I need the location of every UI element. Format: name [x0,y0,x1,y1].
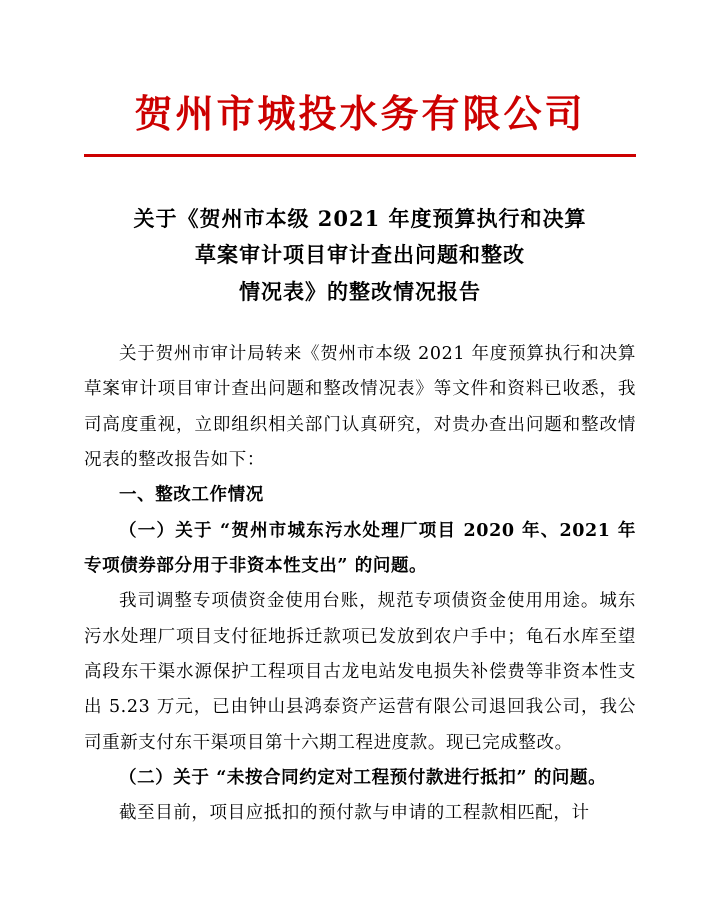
page-title-line-3: 情况表》的整改情况报告 [239,279,481,305]
page-title-line-2: 草案审计项目审计查出问题和整改 [195,242,525,268]
page-title [84,201,636,311]
letterhead-divider [84,154,636,157]
subsection-heading-two: （二）关于 “未按合同约定对工程预付款进行抵扣” 的问题。 [119,768,607,789]
document-body [84,0,636,917]
section-heading-one: 一、整改工作情况 [119,485,264,506]
letterhead [84,92,636,157]
paragraph-response-one: 我司调整专项债资金使用台账，规范专项债资金使用用途。城东污水处理厂项目支付征地拆迁款项已发放到农户手中；龟石水库至望高段东干渠水源保护工程项目古龙电站发电损失补偿费等非资本性支出 5.23 万元，已由钟山县鸿泰资产运营有限公司退回我公司，我公司重新支付东干渠项目第十六期工程进度款。现已完成整改。 [84,591,636,753]
page-title-line-1: 关于《贺州市本级 2021 年度预算执行和决算 [133,205,587,231]
subsection-heading-one: （一）关于 “贺州市城东污水处理厂项目 2020 年、2021 年专项债券部分用于非资本性支出” 的问题。 [84,520,636,576]
paragraph-intro: 关于贺州市审计局转来《贺州市本级 2021 年度预算执行和决算草案审计项目审计查出问题和整改情况表》等文件和资料已收悉，我司高度重视，立即组织相关部门认真研究，对贵办查出问题和整改情况表的整改报告如下： [84,343,636,470]
letterhead-title: 贺州市城投水务有限公司 [134,91,586,136]
paragraph-response-two: 截至目前，项目应抵扣的预付款与申请的工程款相匹配，计 [119,803,590,824]
